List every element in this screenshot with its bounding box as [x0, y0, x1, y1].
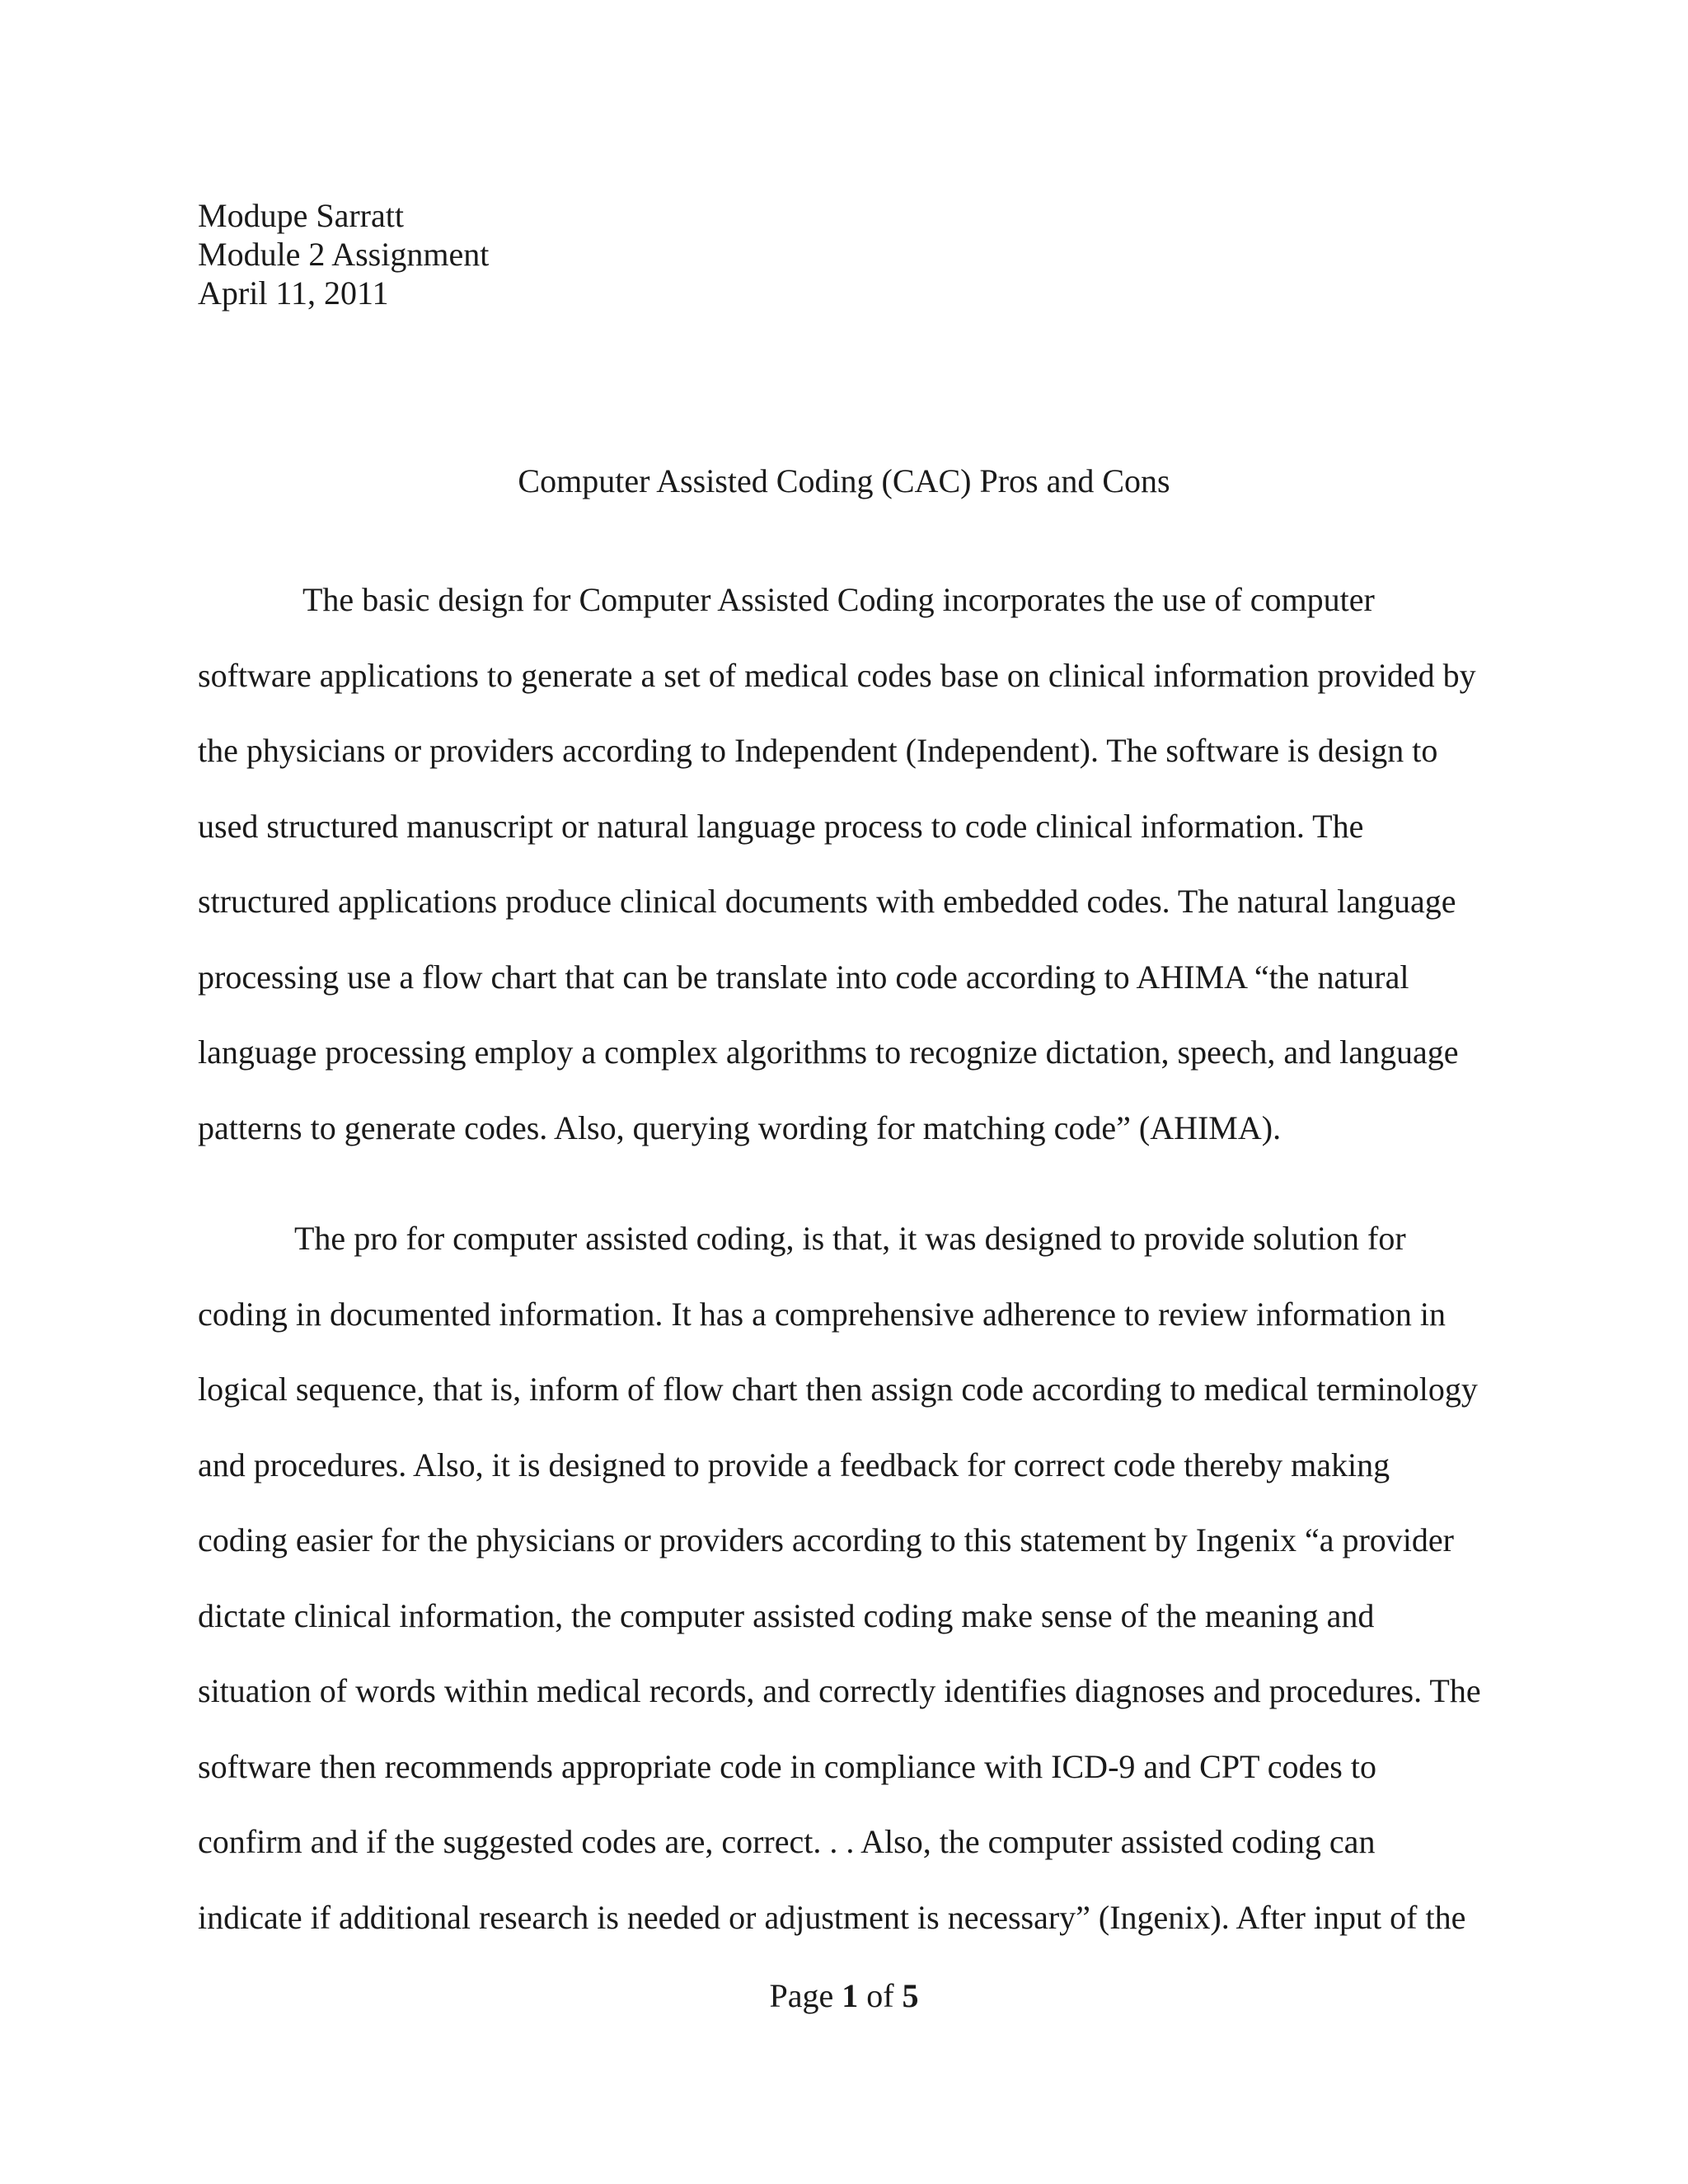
paragraph-line: situation of words within medical records, and correctly identifies diagnoses and procedures. The: [198, 1672, 1481, 1709]
paragraph-line: patterns to generate codes. Also, querying wording for matching code” (AHIMA).: [198, 1108, 1282, 1146]
assignment-name: Module 2 Assignment: [198, 236, 490, 273]
paragraph-line: coding easier for the physicians or providers according to this statement by Ingenix “a provider: [198, 1521, 1454, 1558]
paragraph-line: confirm and if the suggested codes are, correct. . . Also, the computer assisted coding can: [198, 1823, 1376, 1860]
paragraph-line: software then recommends appropriate code in compliance with ICD-9 and CPT codes to: [198, 1747, 1376, 1785]
author-name: Modupe Sarratt: [198, 197, 404, 234]
paragraph-line: The basic design for Computer Assisted Coding incorporates the use of computer: [302, 581, 1375, 618]
paragraph-1: [198, 562, 1476, 1165]
paragraph-line: dictate clinical information, the computer assisted coding make sense of the meaning and: [198, 1596, 1375, 1634]
document-date: April 11, 2011: [198, 274, 389, 312]
paragraph-line: language processing employ a complex algorithms to recognize dictation, speech, and language: [198, 1033, 1459, 1071]
paragraph-line: software applications to generate a set of medical codes base on clinical information provided by: [198, 656, 1476, 694]
paragraph-line: and procedures. Also, it is designed to provide a feedback for correct code thereby making: [198, 1446, 1390, 1483]
of-word: of: [866, 1977, 894, 2014]
paragraph-line: the physicians or providers according to Independent (Independent). The software is design to: [198, 732, 1438, 769]
paragraph-line: indicate if additional research is needed or adjustment is necessary” (Ingenix). After input of the: [198, 1898, 1466, 1936]
page-footer: [0, 1976, 1688, 2016]
paragraph-line: processing use a flow chart that can be translate into code according to AHIMA “the natural: [198, 958, 1409, 996]
paragraph-line: logical sequence, that is, inform of flow chart then assign code according to medical terminology: [198, 1371, 1478, 1408]
paragraph-2: [198, 1201, 1481, 1955]
paragraph-line: The pro for computer assisted coding, is that, it was designed to provide solution for: [294, 1220, 1406, 1257]
page-number: 1: [842, 1977, 859, 2014]
page-total: 5: [902, 1977, 919, 2014]
document-title: Computer Assisted Coding (CAC) Pros and Cons: [518, 462, 1170, 499]
document-header: [198, 196, 489, 312]
paragraph-line: structured applications produce clinical documents with embedded codes. The natural language: [198, 883, 1456, 920]
paragraph-line: used structured manuscript or natural language process to code clinical information. The: [198, 807, 1364, 845]
page-word: Page: [769, 1977, 834, 2014]
paragraph-line: coding in documented information. It has a comprehensive adherence to review information in: [198, 1295, 1446, 1333]
